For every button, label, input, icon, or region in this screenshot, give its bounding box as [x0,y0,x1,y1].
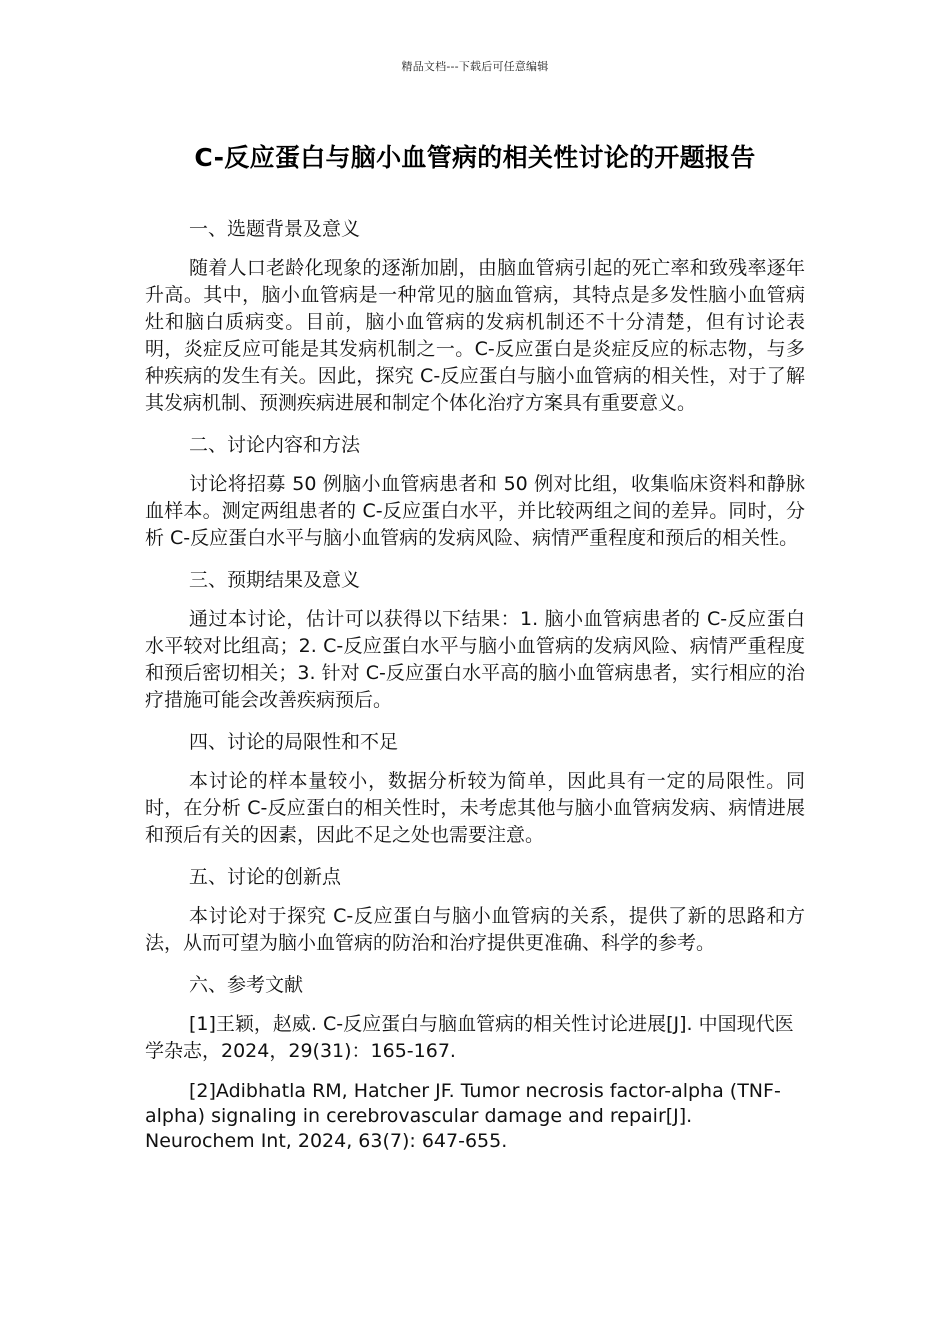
section-content-methods [145,431,805,552]
paragraph: 随着人口老龄化现象的逐渐加剧，由脑血管病引起的死亡率和致残率逐年升高。其中，脑小血管病是一种常见的脑血管病，其特点是多发性脑小血管病灶和脑白质病变。目前，脑小血管病的发病机制还不十分清楚，但有讨论表明，炎症反应可能是其发病机制之一。C-反应蛋白是炎症反应的标志物，与多种疾病的发生有关。因此，探究 C-反应蛋白与脑小血管病的相关性，对于了解其发病机制、预测疾病进展和制定个体化治疗方案具有重要意义。 [145,257,805,414]
document-title: C-反应蛋白与脑小血管病的相关性讨论的开题报告 [194,143,756,172]
section-heading: 四、讨论的局限性和不足 [189,731,399,753]
section-heading: 三、预期结果及意义 [189,569,361,591]
section-innovation [145,863,805,957]
header-note: 精品文档---下载后可任意编辑 [401,60,549,73]
paragraph: 通过本讨论，估计可以获得以下结果：1. 脑小血管病患者的 C-反应蛋白水平较对比组高；2. C-反应蛋白水平与脑小血管病的发病风险、病情严重程度和预后密切相关；3. 针对 C-反应蛋白水平高的脑小血管病患者，实行相应的治疗措施可能会改善疾病预后。 [145,608,805,711]
section-references [145,971,805,1154]
section-heading: 一、选题背景及意义 [189,218,361,240]
section-heading: 二、讨论内容和方法 [189,434,361,456]
paragraph: 讨论将招募 50 例脑小血管病患者和 50 例对比组，收集临床资料和静脉血样本。测定两组患者的 C-反应蛋白水平，并比较两组之间的差异。同时，分析 C-反应蛋白水平与脑小血管病的发病风险、病情严重程度和预后的相关性。 [145,473,805,549]
paragraph: 本讨论的样本量较小，数据分析较为简单，因此具有一定的局限性。同时，在分析 C-反应蛋白的相关性时，未考虑其他与脑小血管病发病、病情进展和预后有关的因素，因此不足之处也需要注意。 [145,770,805,846]
reference-item: [2]Adibhatla RM, Hatcher JF. Tumor necrosis factor-alpha (TNF-alpha) signaling in cerebrovascular damage and repair[J]. Neurochem Int, 2024, 63(7): 647-655. [145,1080,781,1152]
section-limitations [145,728,805,849]
reference-item: [1]王颖，赵威. C-反应蛋白与脑血管病的相关性讨论进展[J]. 中国现代医学杂志，2024，29(31)：165-167. [145,1013,794,1062]
section-heading: 五、讨论的创新点 [189,866,342,888]
section-heading: 六、参考文献 [189,974,304,996]
paragraph: 本讨论对于探究 C-反应蛋白与脑小血管病的关系，提供了新的思路和方法，从而可望为脑小血管病的防治和治疗提供更准确、科学的参考。 [145,905,805,954]
section-background [145,215,805,417]
section-expected-results [145,566,805,714]
document-body [145,215,805,1168]
